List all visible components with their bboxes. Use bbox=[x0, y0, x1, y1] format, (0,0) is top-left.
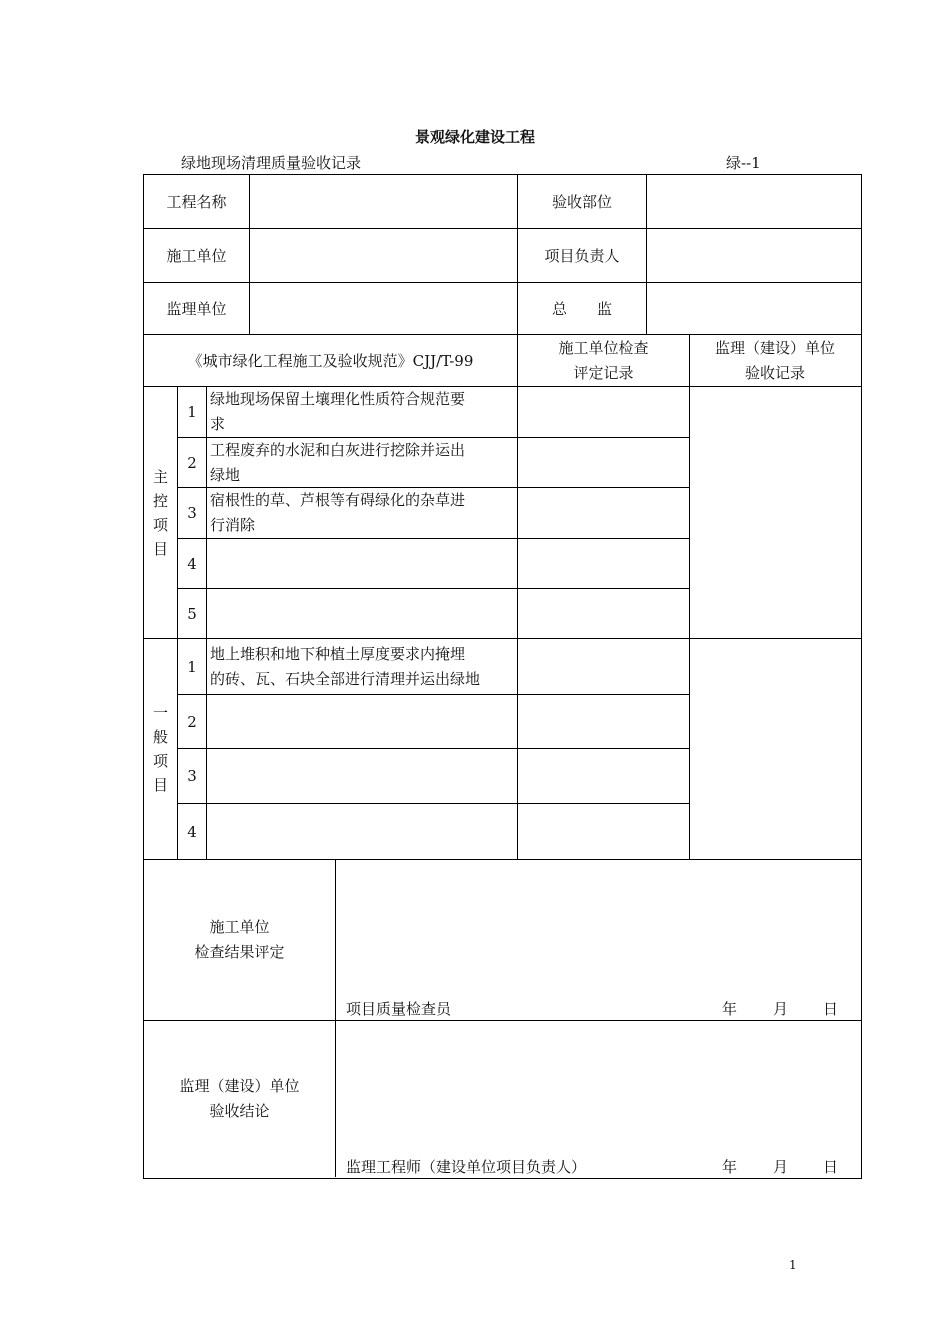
item-line: 行消除 bbox=[210, 516, 256, 534]
supervisor-date-month: 月 bbox=[773, 1158, 789, 1176]
project-name-field[interactable] bbox=[250, 175, 517, 228]
standard-reference: 《城市绿化工程施工及验收规范》CJJ/T-99 bbox=[187, 352, 474, 370]
item-line: 宿根性的草、芦根等有碍绿化的杂草进 bbox=[210, 491, 466, 509]
main-label-char: 主 bbox=[152, 467, 168, 486]
item-description[interactable] bbox=[207, 539, 517, 588]
item-number: 2 bbox=[187, 712, 197, 731]
check-record-cell[interactable] bbox=[518, 749, 689, 803]
supervising-engineer-label: 监理工程师（建设单位项目负责人） bbox=[346, 1158, 587, 1176]
supervisor-conclusion-label bbox=[144, 1021, 335, 1177]
document-title: 景观绿化建设工程 bbox=[414, 128, 535, 146]
project-manager-label: 项目负责人 bbox=[544, 247, 620, 265]
main-acceptance-record-cell[interactable] bbox=[690, 387, 860, 638]
item-description[interactable] bbox=[207, 589, 517, 638]
check-record-header-line2: 评定记录 bbox=[573, 363, 634, 382]
main-label-char: 项 bbox=[152, 515, 168, 534]
contractor-label: 施工单位 bbox=[166, 247, 227, 265]
main-label-char: 控 bbox=[152, 491, 168, 510]
contractor-result-label bbox=[144, 860, 335, 1020]
check-record-cell[interactable] bbox=[518, 488, 689, 538]
page-number: 1 bbox=[789, 1258, 797, 1272]
item-line: 的砖、瓦、石块全部进行清理并运出绿地 bbox=[210, 669, 481, 688]
contractor-result-label-line1: 施工单位 bbox=[209, 918, 270, 936]
item-line: 绿地现场保留土壤理化性质符合规范要 bbox=[210, 390, 466, 408]
item-description[interactable] bbox=[207, 804, 517, 859]
project-name-label: 工程名称 bbox=[166, 193, 227, 211]
check-record-cell[interactable] bbox=[518, 589, 689, 638]
item-description[interactable] bbox=[207, 749, 517, 803]
acceptance-record-header-line1: 监理（建设）单位 bbox=[714, 338, 835, 357]
main-control-group-label bbox=[144, 387, 177, 638]
general-label-char: 项 bbox=[152, 752, 168, 770]
item-line: 绿地 bbox=[210, 465, 241, 484]
item-number: 4 bbox=[187, 554, 197, 573]
general-acceptance-record-cell[interactable] bbox=[690, 639, 860, 859]
supervisor-date-day: 日 bbox=[823, 1158, 839, 1176]
item-line: 地上堆积和地下种植土厚度要求内掩埋 bbox=[210, 644, 466, 663]
contractor-field[interactable] bbox=[250, 229, 517, 282]
supervisor-date-year: 年 bbox=[722, 1158, 738, 1176]
check-record-cell[interactable] bbox=[518, 539, 689, 588]
supervisor-conclusion-label-line1: 监理（建设）单位 bbox=[179, 1077, 300, 1095]
check-record-header bbox=[518, 335, 689, 386]
contractor-date-day: 日 bbox=[823, 1000, 839, 1018]
check-record-cell[interactable] bbox=[518, 438, 689, 487]
general-label-char: 目 bbox=[152, 776, 168, 794]
chief-supervisor-label: 总 监 bbox=[551, 300, 612, 318]
general-group-label bbox=[144, 639, 177, 859]
item-number: 4 bbox=[187, 822, 197, 841]
item-description bbox=[210, 387, 516, 437]
quality-inspector-label: 项目质量检查员 bbox=[346, 1000, 452, 1018]
acceptance-record-header-line2: 验收记录 bbox=[744, 363, 805, 382]
acceptance-record-header bbox=[690, 335, 860, 386]
item-number: 5 bbox=[187, 604, 197, 623]
contractor-date-month: 月 bbox=[773, 1000, 789, 1018]
general-label-char: 般 bbox=[152, 728, 168, 746]
contractor-date-year: 年 bbox=[722, 1000, 738, 1018]
form-subtitle: 绿地现场清理质量验收记录 bbox=[181, 154, 362, 172]
supervisor-label: 监理单位 bbox=[166, 300, 227, 318]
item-description bbox=[210, 438, 516, 487]
general-label-char: 一 bbox=[152, 704, 168, 722]
chief-supervisor-field[interactable] bbox=[647, 283, 860, 334]
contractor-result-label-line2: 检查结果评定 bbox=[194, 943, 285, 961]
project-manager-field[interactable] bbox=[647, 229, 860, 282]
item-description bbox=[210, 639, 516, 694]
item-line: 求 bbox=[210, 415, 226, 433]
check-record-cell[interactable] bbox=[518, 639, 689, 694]
item-number: 1 bbox=[187, 403, 197, 421]
item-number: 3 bbox=[187, 504, 197, 522]
check-record-cell[interactable] bbox=[518, 387, 689, 437]
item-number: 3 bbox=[187, 767, 197, 785]
item-description bbox=[210, 488, 516, 538]
form-code: 绿--1 bbox=[726, 154, 761, 172]
supervisor-conclusion-label-line2: 验收结论 bbox=[209, 1102, 270, 1120]
item-description[interactable] bbox=[207, 695, 517, 748]
main-label-char: 目 bbox=[152, 539, 168, 558]
check-record-cell[interactable] bbox=[518, 804, 689, 859]
item-number: 1 bbox=[187, 657, 197, 676]
item-line: 工程废弃的水泥和白灰进行挖除并运出 bbox=[210, 440, 466, 459]
item-number: 2 bbox=[187, 453, 197, 472]
check-record-header-line1: 施工单位检查 bbox=[558, 338, 649, 357]
acceptance-part-field[interactable] bbox=[647, 175, 860, 228]
contractor-result-field[interactable] bbox=[336, 860, 860, 995]
acceptance-part-label: 验收部位 bbox=[551, 193, 612, 211]
check-record-cell[interactable] bbox=[518, 695, 689, 748]
supervisor-field[interactable] bbox=[250, 283, 517, 334]
supervisor-conclusion-field[interactable] bbox=[336, 1021, 860, 1151]
